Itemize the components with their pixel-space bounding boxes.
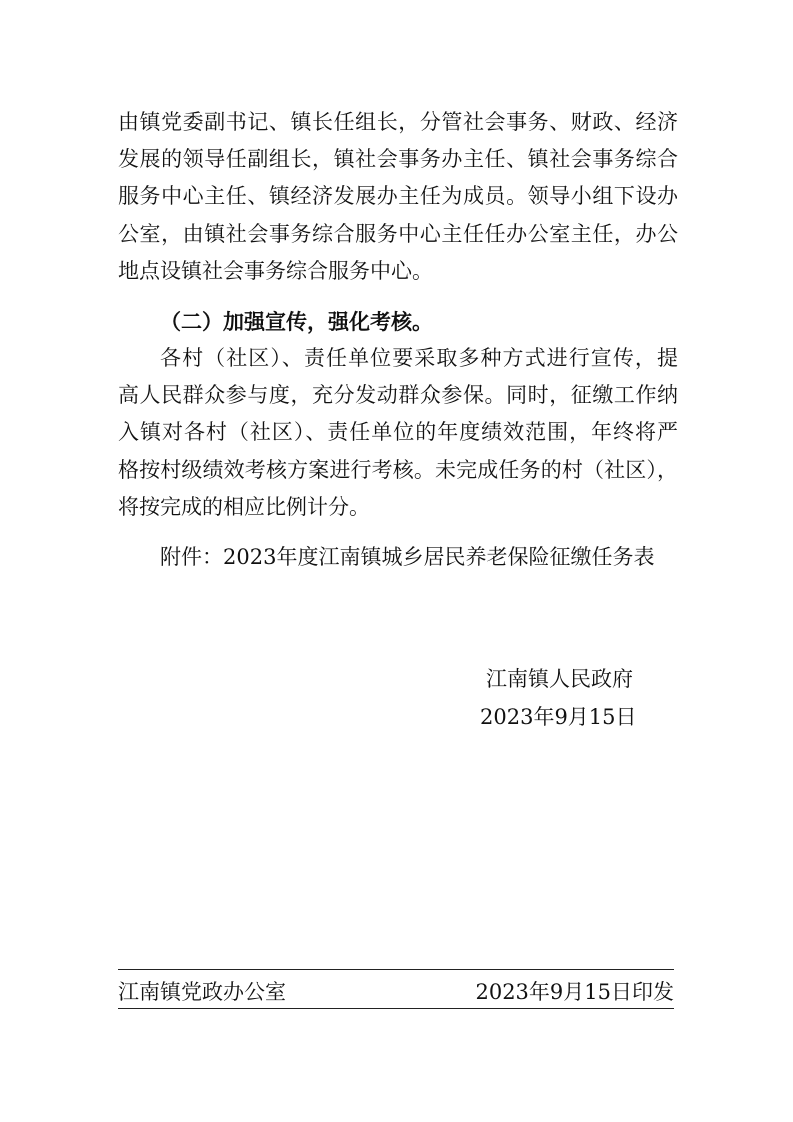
signature-date: 2023年9月15日 (480, 705, 637, 729)
para2-line-4: 格按村级绩效考核方案进行考核。未完成任务的村（社区）， (118, 458, 678, 482)
para1-line-4: 公室，由镇社会事务综合服务中心主任任办公室主任，办公 (118, 222, 678, 246)
para2-line-5: 将按完成的相应比例计分。 (118, 495, 370, 519)
para2-line-1: 各村（社区）、责任单位要采取多种方式进行宣传，提 (160, 346, 678, 370)
signature-org: 江南镇人民政府 (486, 667, 633, 691)
footer-top-rule (118, 969, 674, 970)
footer-print-date: 2023年9月15日印发 (475, 980, 674, 1004)
footer-issuer: 江南镇党政办公室 (118, 980, 286, 1004)
para1-line-5: 地点设镇社会事务综合服务中心。 (118, 259, 433, 283)
para2-line-3: 入镇对各村（社区）、责任单位的年度绩效范围，年终将严 (118, 420, 678, 444)
attachment-line: 附件：2023年度江南镇城乡居民养老保险征缴任务表 (160, 545, 655, 569)
footer-bottom-rule (118, 1008, 674, 1009)
section-subheading: （二）加强宣传，强化考核。 (160, 309, 433, 334)
para1-line-1: 由镇党委副书记、镇长任组长，分管社会事务、财政、经济 (118, 110, 678, 134)
para2-line-2: 高人民群众参与度，充分发动群众参保。同时，征缴工作纳 (118, 383, 678, 407)
para1-line-3: 服务中心主任、镇经济发展办主任为成员。领导小组下设办 (118, 184, 678, 208)
para1-line-2: 发展的领导任副组长，镇社会事务办主任、镇社会事务综合 (118, 147, 678, 171)
